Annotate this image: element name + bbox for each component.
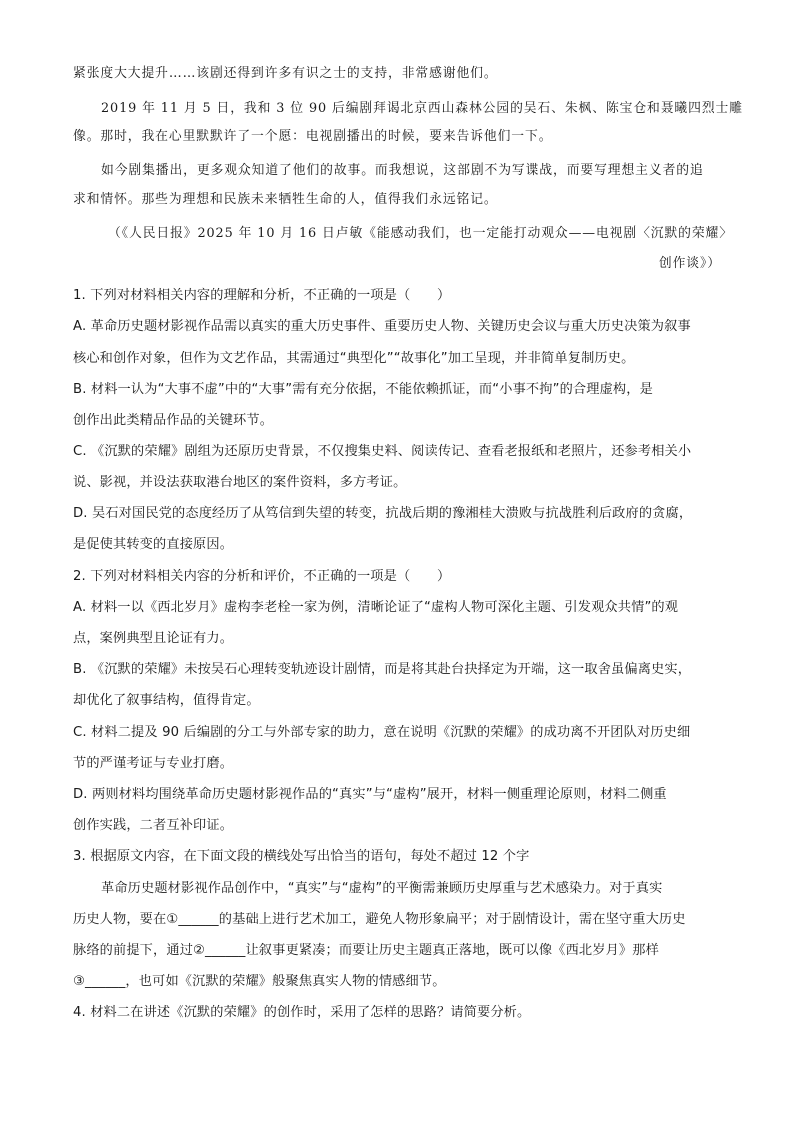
option-d: D. 吴石对国民党的态度经历了从笃信到失望的转变，抗战后期的豫湘桂大溃败与抗战胜利后政府的贪腐， (73, 506, 693, 521)
source-citation: （《人民日报》2025 年 10 月 16 日卢敏《能感动我们，也一定能打动观众——电视剧〈沉默的荣耀〉 (108, 226, 733, 241)
option-c: C. 《沉默的荣耀》剧组为还原历史背景，不仅搜集史料、阅读传记、查看老报纸和老照片，还参考相关小 (73, 444, 692, 459)
source-citation-end: 创作谈》） (658, 256, 721, 271)
option-b-cont: 创作出此类精品作品的关键环节。 (73, 413, 274, 428)
option-b-cont: 却优化了叙事结构，值得肯定。 (73, 693, 260, 708)
passage-line: 求和情怀。那些为理想和民族未来牺牲生命的人，值得我们永远铭记。 (73, 192, 498, 207)
passage-line: 如今剧集播出，更多观众知道了他们的故事。而我想说，这部剧不为写谍战，而要写理想主义者的追 (101, 163, 704, 178)
option-c-cont: 说、影视，并设法获取港台地区的案件资料，多方考证。 (73, 475, 407, 490)
option-a-cont: 点，案例典型且论证有力。 (73, 631, 234, 646)
question-stem: 1. 下列对材料相关内容的理解和分析，不正确的一项是（ ） (73, 288, 451, 303)
option-b: B. 材料一认为“大事不虚”中的“大事”需有充分依据，不能依赖抓证，而“小事不拘”的合理虚构，是 (73, 382, 653, 397)
fill-in-paragraph: 革命历史题材影视作品创作中，“真实”与“虚构”的平衡需兼顾历史厚重与艺术感染力。对于真实 (101, 881, 663, 896)
question-stem: 3. 根据原文内容，在下面文段的横线处写出恰当的语句，每处不超过 12 个字 (73, 849, 530, 864)
option-a-cont: 核心和创作对象，但作为文艺作品，其需通过“典型化”“故事化”加工呈现，并非简单复制历史。 (73, 351, 635, 366)
option-d: D. 两则材料均围绕革命历史题材影视作品的“真实”与“虚构”展开，材料一侧重理论原则，材料二侧重 (73, 787, 667, 802)
fill-in-paragraph: 脉络的前提下，通过②______让叙事更紧凑；而要让历史主题真正落地，既可以像《西北岁月》那样 (73, 943, 659, 958)
option-c: C. 材料二提及 90 后编剧的分工与外部专家的助力，意在说明《沉默的荣耀》的成功离不开团队对历史细 (73, 725, 691, 740)
option-c-cont: 节的严谨考证与专业打磨。 (73, 756, 234, 771)
fill-in-paragraph: 历史人物，要在①______的基础上进行艺术加工，避免人物形象扁平；对于剧情设计，需在坚守重大历史 (73, 912, 686, 927)
passage-line: 像。那时，我在心里默默许了一个愿：电视剧播出的时候，要来告诉他们一下。 (73, 129, 553, 144)
passage-line: 2019 年 11 月 5 日，我和 3 位 90 后编剧拜谒北京西山森林公园的吴石、朱枫、陈宝仓和聂曦四烈士雕 (101, 101, 743, 116)
option-d-cont: 创作实践，二者互补印证。 (73, 818, 234, 833)
option-d-cont: 是促使其转变的直接原因。 (73, 537, 234, 552)
passage-line: 紧张度大大提升……该剧还得到许多有识之士的支持，非常感谢他们。 (73, 66, 498, 81)
option-b: B. 《沉默的荣耀》未按吴石心理转变轨迹设计剧情，而是将其赴台抉择定为开端，这一取舍虽偏离史实， (73, 662, 692, 677)
question-stem: 2. 下列对材料相关内容的分析和评价，不正确的一项是（ ） (73, 569, 451, 584)
question-stem: 4. 材料二在讲述《沉默的荣耀》的创作时，采用了怎样的思路？请简要分析。 (73, 1005, 531, 1020)
fill-in-paragraph: ③______，也可如《沉默的荣耀》般聚焦真实人物的情感细节。 (73, 974, 446, 989)
option-a: A. 革命历史题材影视作品需以真实的重大历史事件、重要历史人物、关键历史会议与重大历史决策为叙事 (73, 319, 691, 334)
option-a: A. 材料一以《西北岁月》虚构李老栓一家为例，清晰论证了“虚构人物可深化主题、引发观众共情”的观 (73, 600, 679, 615)
